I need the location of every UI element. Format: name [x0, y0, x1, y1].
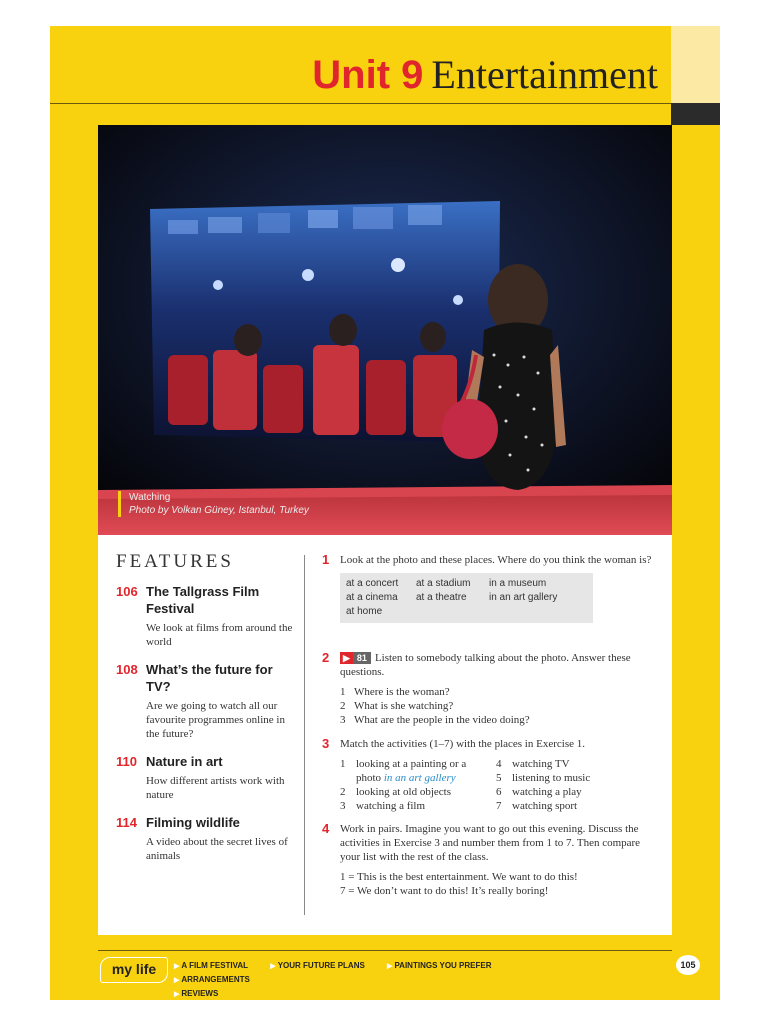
- place-item: in an art gallery: [489, 592, 558, 603]
- photo-caption: [118, 491, 309, 517]
- unit-photo: [98, 125, 672, 535]
- feature-title: Filming wildlife: [146, 815, 240, 830]
- unit-number: Unit 9: [312, 53, 424, 97]
- triangle-icon: ▶: [174, 991, 180, 998]
- ranking-line: 1 = This is the best entertainment. We want to do this!: [340, 871, 578, 883]
- caption-credit: Photo by Volkan Güney, Istanbul, Turkey: [129, 505, 309, 516]
- place-item: in a museum: [489, 578, 547, 589]
- triangle-icon: ▶: [174, 963, 180, 970]
- exercise-text: Work in pairs. Imagine you want to go out this evening. Discuss the activities in Exercise 3 and number them from 1 to 7. Then compare your list with the rest of the class.: [340, 823, 641, 863]
- place-item: at a cinema: [346, 592, 398, 603]
- list-item: 5 listening to music: [496, 772, 591, 784]
- exercise-number: 3: [322, 736, 330, 751]
- footer-links: [174, 959, 574, 1001]
- list-item: 2 What is she watching?: [340, 700, 454, 713]
- feature-page: 114: [116, 815, 137, 830]
- footer-link[interactable]: ▶ A FILM FESTIVAL: [174, 961, 249, 970]
- exercise-4: [322, 822, 652, 898]
- audio-track-button[interactable]: [340, 651, 371, 665]
- example-answer: in an art gallery: [383, 772, 456, 784]
- place-item: at a theatre: [416, 592, 467, 603]
- my-life-badge: my life: [100, 957, 168, 983]
- features-heading: FEATURES: [116, 551, 234, 572]
- place-item: at a concert: [346, 578, 399, 589]
- feature-desc: We look at films from around the world: [146, 622, 293, 648]
- triangle-icon: ▶: [174, 977, 180, 984]
- feature-item: [116, 753, 296, 802]
- features-column: [116, 551, 296, 875]
- list-item: 7 watching sport: [496, 800, 578, 812]
- list-item: 3 What are the people in the video doing?: [340, 714, 530, 727]
- footer-rule: [98, 950, 672, 951]
- feature-desc: Are we going to watch all our favourite programmes online in the future?: [146, 700, 285, 740]
- list-item: 3 watching a film: [340, 800, 426, 812]
- feature-title: The Tallgrass Film Festival: [146, 584, 260, 616]
- audio-track-number: 81: [353, 652, 371, 664]
- feature-desc: A video about the secret lives of animals: [146, 836, 288, 862]
- feature-page: 106: [116, 584, 138, 599]
- page-title: [50, 50, 658, 100]
- exercise-number: 4: [322, 821, 330, 836]
- place-item: at a stadium: [416, 578, 471, 589]
- list-item: 2 looking at old objects: [340, 786, 452, 798]
- unit-title: Entertainment: [431, 52, 658, 97]
- page-number: 105: [676, 955, 700, 975]
- triangle-icon: ▶: [270, 963, 276, 970]
- column-divider: [304, 555, 305, 915]
- place-item: at home: [346, 606, 383, 617]
- places-box: [340, 573, 593, 623]
- list-item: 4 watching TV: [496, 758, 570, 770]
- caption-title: Watching: [129, 492, 171, 503]
- feature-title: Nature in art: [146, 754, 223, 769]
- tab-strip: [671, 26, 720, 103]
- exercise-text: Match the activities (1–7) with the places in Exercise 1.: [340, 738, 585, 750]
- feature-item: [116, 814, 296, 863]
- exercise-2: [322, 651, 652, 727]
- exercise-1: [322, 553, 652, 623]
- feature-page: 110: [116, 754, 137, 769]
- title-rule: [50, 103, 671, 104]
- footer-link[interactable]: ▶ REVIEWS: [174, 989, 219, 998]
- footer-link[interactable]: ▶ YOUR FUTURE PLANS: [270, 961, 365, 970]
- feature-item: [116, 583, 296, 649]
- exercise-number: 1: [322, 552, 330, 567]
- play-icon: ▶: [340, 652, 353, 664]
- list-item: 1 looking at a painting or a photo in an art gallery: [340, 758, 467, 784]
- ranking-line: 7 = We don’t want to do this! It’s really boring!: [340, 885, 549, 897]
- triangle-icon: ▶: [387, 963, 393, 970]
- footer-link[interactable]: ▶ ARRANGEMENTS: [174, 975, 250, 984]
- tab-strip-dark: [671, 103, 720, 125]
- feature-page: 108: [116, 662, 138, 677]
- exercise-number: 2: [322, 650, 330, 665]
- feature-desc: How different artists work with nature: [146, 775, 285, 801]
- feature-item: [116, 661, 296, 741]
- feature-title: What’s the future for TV?: [146, 662, 273, 694]
- question-list: [340, 685, 652, 727]
- list-item: 6 watching a play: [496, 786, 582, 798]
- exercise-text: Listen to somebody talking about the photo. Answer these questions.: [340, 652, 631, 679]
- activity-list: [340, 757, 652, 813]
- footer-link[interactable]: ▶ PAINTINGS YOU PREFER: [387, 961, 492, 970]
- exercise-text: Look at the photo and these places. Where do you think the woman is?: [340, 554, 652, 566]
- list-item: 1 Where is the woman?: [340, 686, 450, 699]
- exercise-3: [322, 737, 652, 813]
